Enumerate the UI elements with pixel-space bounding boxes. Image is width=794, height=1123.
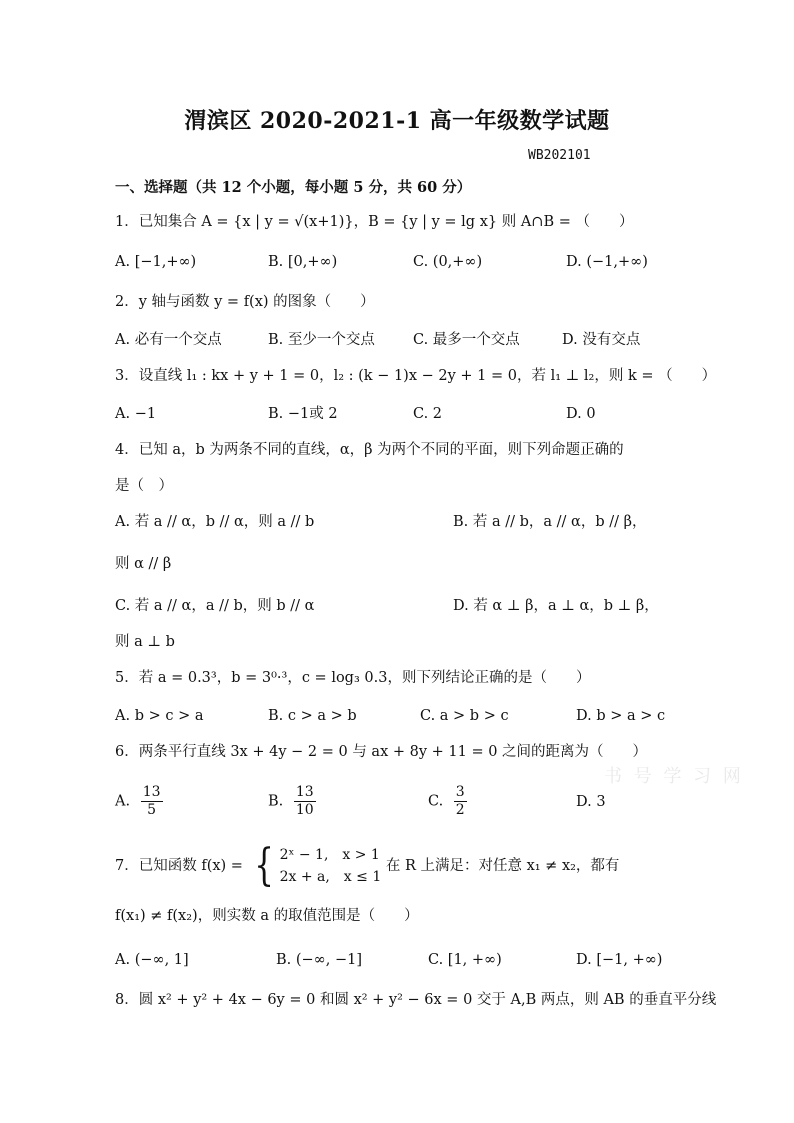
fraction-denominator: 2 [455,802,465,818]
question-7-stem-cont: f(x₁) ≠ f(x₂)，则实数 a 的取值范围是（ ） [115,908,419,924]
question-5-stem: 5．若 a = 0.3³，b = 3⁰·³，c = log₃ 0.3，则下列结论正确的是（ ） [115,670,591,686]
question-4-option-c: C. 若 a // α，a // b，则 b // α [115,598,315,614]
left-brace: { [253,840,274,891]
question-1-stem: 1．已知集合 A = {x | y = √(x+1)}，B = {y | y = lg x} 则 A∩B = （ ） [115,214,634,230]
question-4-option-d: D. 若 α ⊥ β，a ⊥ α，b ⊥ β， [453,598,659,614]
fraction [454,784,467,819]
question-5-option-d: D. b > a > c [576,708,666,724]
question-7-suffix: 在 R 上满足：对任意 x₁ ≠ x₂，都有 [385,858,620,874]
question-3-option-b: B. −1或 2 [268,406,338,422]
exam-title: 渭滨区 2020-2021-1 高一年级数学试题 [184,108,610,134]
question-5-option-c: C. a > b > c [420,708,509,724]
question-4-stem-cont: 是（ ） [115,478,173,494]
question-6-option-a [115,784,163,819]
question-6-option-b [268,784,316,819]
exam-code: WB202101 [528,148,591,163]
question-7-prefix: 7．已知函数 f(x) = [115,858,243,874]
question-2-option-d: D. 没有交点 [562,332,641,348]
case-1: 2ˣ − 1, x > 1 [279,847,380,863]
fraction-numerator: 13 [295,784,314,800]
question-1-option-d: D. (−1,+∞) [566,254,648,270]
question-3-option-a: A. −1 [115,406,157,422]
question-3-stem: 3．设直线 l₁ : kx + y + 1 = 0，l₂ : (k − 1)x − 2y + 1 = 0，若 l₁ ⊥ l₂，则 k = （ ） [115,368,717,384]
question-2-option-b: B. 至少一个交点 [268,332,375,348]
question-4-option-a: A. 若 a // α，b // α，则 a // b [115,514,315,530]
question-6-option-c [428,784,467,819]
question-4-stem: 4．已知 a，b 为两条不同的直线，α，β 为两个不同的平面，则下列命题正确的 [115,442,624,458]
fraction-numerator: 3 [455,784,465,800]
question-4-option-d-cont: 则 a ⊥ b [115,634,175,650]
question-5-option-b: B. c > a > b [268,708,357,724]
question-4-option-b-cont: 则 α // β [115,556,172,572]
question-1-option-a: A. [−1,+∞) [115,254,197,270]
question-3-option-c: C. 2 [413,406,443,422]
fraction-denominator: 5 [147,802,157,818]
piecewise-cases [280,844,382,888]
question-7-stem [115,842,619,890]
section-heading: 一、选择题（共 12 个小题，每小题 5 分，共 60 分） [115,179,472,196]
question-7-option-c: C. [1, +∞) [428,952,502,968]
case-2: 2x + a, x ≤ 1 [279,869,382,885]
watermark: 书 号 学 习 网 [604,766,744,787]
fraction-denominator: 10 [295,802,314,818]
question-3-option-d: D. 0 [566,406,596,422]
question-5-option-a: A. b > c > a [115,708,204,724]
question-2-option-c: C. 最多一个交点 [413,332,520,348]
fraction [294,784,316,819]
option-label: B. [268,793,284,810]
question-6-option-d: D. 3 [576,794,606,810]
fraction-numerator: 13 [142,784,161,800]
question-2-stem: 2．y 轴与函数 y = f(x) 的图象（ ） [115,294,375,310]
piecewise-function [248,840,382,891]
question-1-option-b: B. [0,+∞) [268,254,338,270]
question-4-option-b: B. 若 a // b，a // α，b // β， [453,514,647,530]
question-7-option-b: B. (−∞, −1] [276,952,363,968]
question-8-stem: 8．圆 x² + y² + 4x − 6y = 0 和圆 x² + y² − 6x = 0 交于 A,B 两点，则 AB 的垂直平分线 [115,992,717,1008]
question-7-option-d: D. [−1, +∞) [576,952,663,968]
question-6-stem: 6．两条平行直线 3x + 4y − 2 = 0 与 ax + 8y + 11 = 0 之间的距离为（ ） [115,744,648,760]
option-label: C. [428,793,444,810]
option-label: A. [115,793,131,810]
fraction [141,784,163,819]
question-1-option-c: C. (0,+∞) [413,254,483,270]
question-7-option-a: A. (−∞, 1] [115,952,189,968]
question-2-option-a: A. 必有一个交点 [115,332,222,348]
